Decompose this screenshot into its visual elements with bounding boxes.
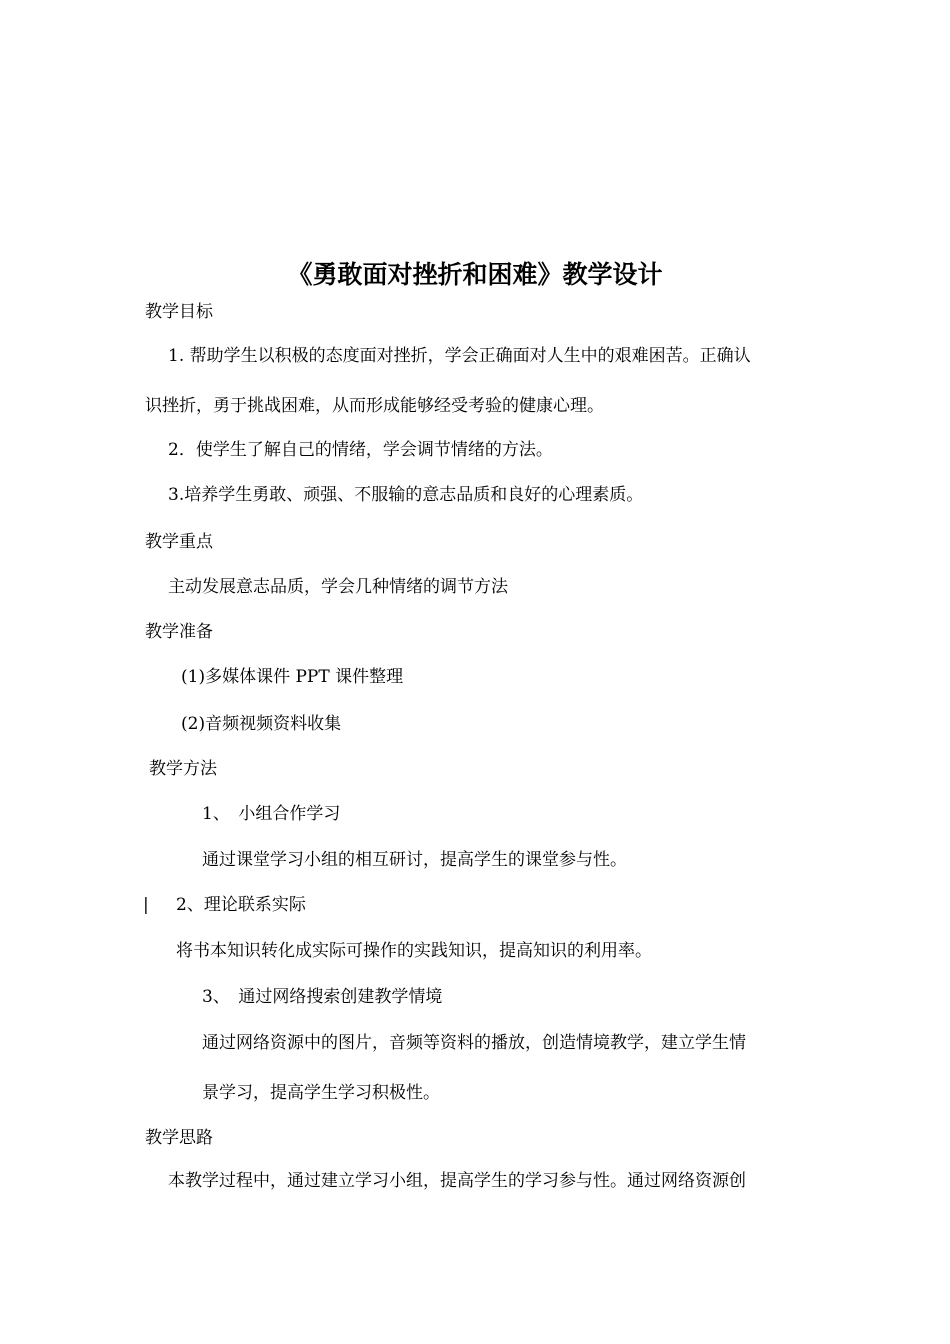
method-2-title: 2、理论联系实际: [176, 895, 306, 915]
method-1-title: 1、 小组合作学习: [202, 804, 341, 824]
preparation-item-2: (2)音频视频资料收集: [181, 714, 342, 734]
document-title: 《勇敢面对挫折和困难》教学设计: [287, 260, 663, 289]
focus-text: 主动发展意志品质，学会几种情绪的调节方法: [168, 577, 508, 597]
method-2-description: 将书本知识转化成实际可操作的实践知识，提高知识的利用率。: [176, 941, 652, 961]
method-3-title: 3、 通过网络搜索创建教学情境: [202, 987, 443, 1007]
method-1-description: 通过课堂学习小组的相互研讨，提高学生的课堂参与性。: [202, 850, 627, 870]
objective-2: 2．使学生了解自己的情绪，学会调节情绪的方法。: [168, 440, 553, 460]
method-2-marker: |: [143, 895, 149, 915]
focus-heading: 教学重点: [145, 532, 213, 552]
methods-heading: 教学方法: [149, 759, 217, 779]
objective-1-line-1: 1. 帮助学生以积极的态度面对挫折，学会正确面对人生中的艰难困苦。正确认: [168, 346, 751, 366]
objective-3: 3.培养学生勇敢、顽强、不服输的意志品质和良好的心理素质。: [168, 485, 644, 505]
method-3-description-line-2: 景学习，提高学生学习积极性。: [202, 1083, 440, 1103]
objectives-heading: 教学目标: [145, 302, 213, 322]
thinking-heading: 教学思路: [145, 1128, 213, 1148]
preparation-heading: 教学准备: [145, 622, 213, 642]
method-3-description-line-1: 通过网络资源中的图片，音频等资料的播放，创造情境教学，建立学生情: [202, 1033, 746, 1053]
thinking-text: 本教学过程中，通过建立学习小组，提高学生的学习参与性。通过网络资源创: [168, 1171, 746, 1191]
objective-1-line-2: 识挫折，勇于挑战困难，从而形成能够经受考验的健康心理。: [145, 396, 604, 416]
preparation-item-1: (1)多媒体课件 PPT 课件整理: [181, 667, 404, 687]
